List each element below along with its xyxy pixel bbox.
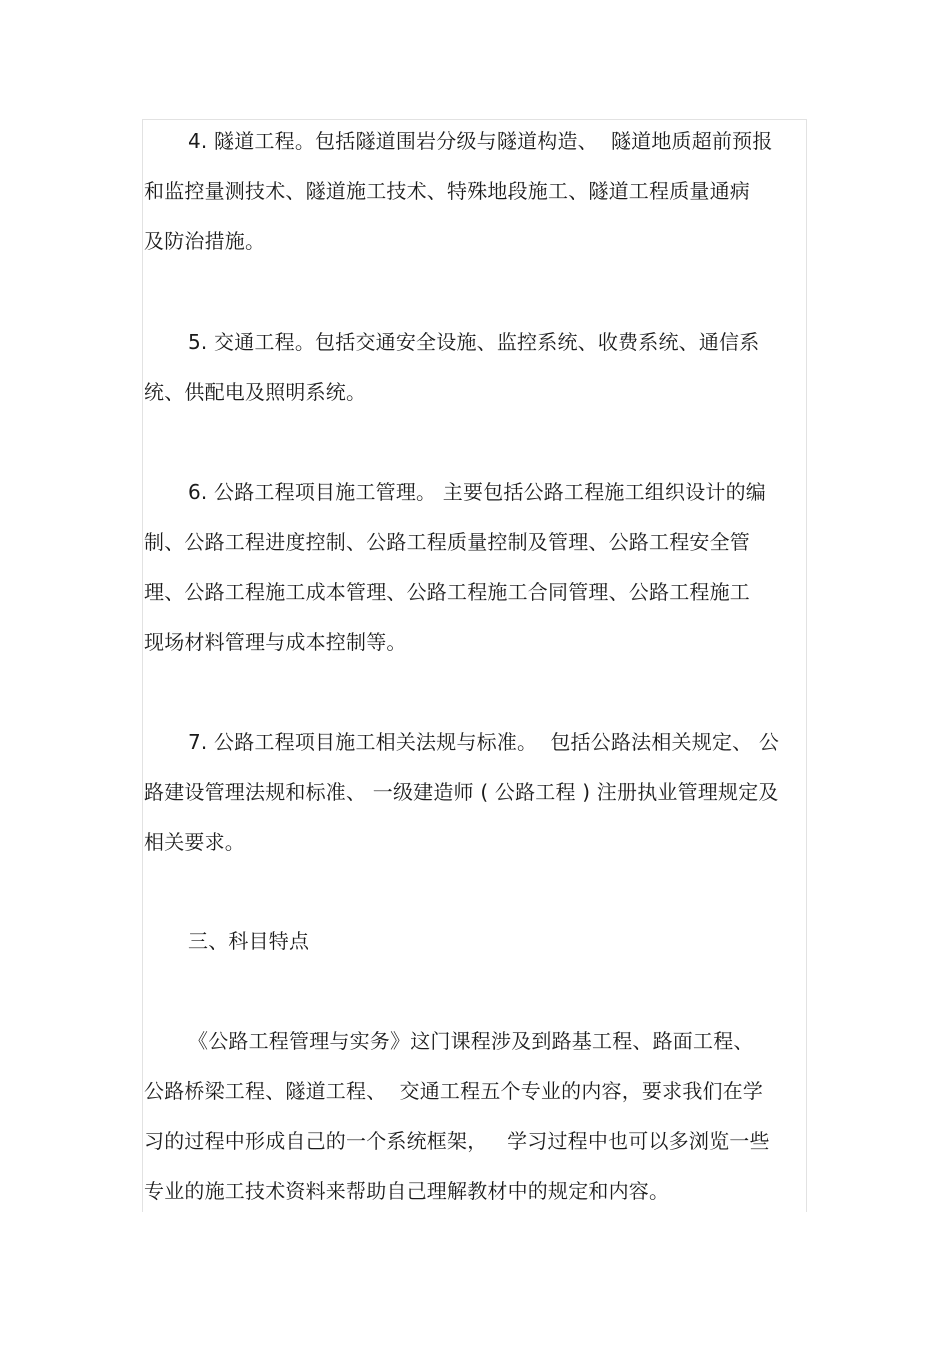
item-6-line-3: 理、公路工程施工成本管理、公路工程施工合同管理、公路工程施工 [144,580,750,604]
features-line-4: 专业的施工技术资料来帮助自己理解教材中的规定和内容。 [144,1179,670,1203]
item-6-line-2: 制、公路工程进度控制、公路工程质量控制及管理、公路工程安全管 [144,530,750,554]
item-5-line-2: 统、供配电及照明系统。 [144,380,367,404]
item-6-line-4: 现场材料管理与成本控制等。 [144,630,407,654]
features-line-3: 习的过程中形成自己的一个系统框架， 学习过程中也可以多浏览一些 [144,1129,770,1153]
features-line-2: 公路桥梁工程、隧道工程、 交通工程五个专业的内容，要求我们在学 [144,1079,764,1103]
item-7-line-1: 7. 公路工程项目施工相关法规与标准。 包括公路法相关规定、 公 [188,730,780,754]
item-5-line-1: 5. 交通工程。包括交通安全设施、监控系统、收费系统、通信系 [188,330,760,354]
item-4-line-2: 和监控量测技术、隧道施工技术、特殊地段施工、隧道工程质量通病 [144,179,750,203]
item-7-line-3: 相关要求。 [144,830,245,854]
features-line-1: 《公路工程管理与实务》这门课程涉及到路基工程、路面工程、 [188,1029,754,1053]
section-heading: 三、科目特点 [188,929,310,953]
item-4-line-1: 4. 隧道工程。包括隧道围岩分级与隧道构造、 隧道地质超前预报 [188,129,773,153]
item-7-line-2: 路建设管理法规和标准、 一级建造师 ( 公路工程 ) 注册执业管理规定及 [144,780,779,804]
item-4-line-3: 及防治措施。 [144,229,266,253]
item-6-line-1: 6. 公路工程项目施工管理。 主要包括公路工程施工组织设计的编 [188,480,766,504]
